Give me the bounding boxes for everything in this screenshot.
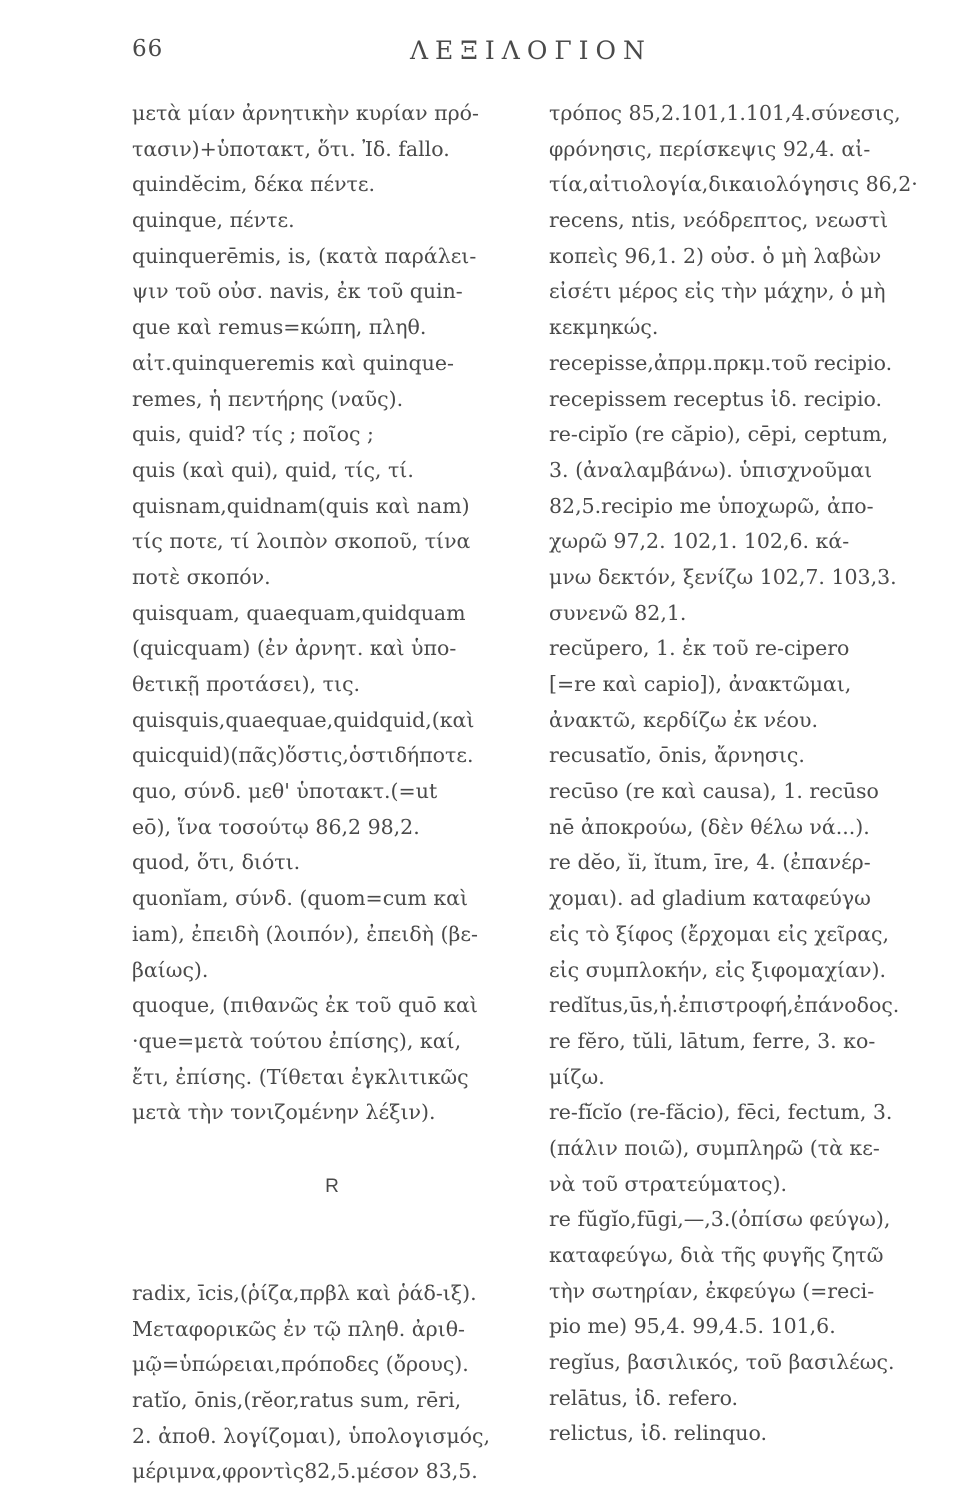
text-line: νὰ τοῦ στρατεύματος).: [549, 1171, 787, 1196]
text-line: 3. (ἀναλαμβάνω). ὑπισχνοῦμαι: [549, 457, 873, 482]
text-line: συνενῶ 82,1.: [549, 600, 687, 625]
running-title: ΛΕΞΙΛΟΓΙΟΝ: [410, 36, 652, 65]
text-line: βαίως).: [132, 957, 209, 982]
text-line: re fĕro, tŭli, lātum, ferre, 3. κο-: [549, 1028, 876, 1053]
text-line: τίς ποτε, τί λοιπὸν σκοποῦ, τίνα: [132, 529, 471, 554]
text-line: (quicquam) (ἐν ἀρνητ. καὶ ὑπο-: [132, 636, 457, 661]
text-line: καταφεύγω, διὰ τῆς φυγῆς ζητῶ: [549, 1243, 884, 1267]
text-line: regĭus, βασιλικός, τοῦ βασιλέως.: [549, 1350, 895, 1375]
text-line: quisnam,quidnam(quis καὶ nam): [132, 493, 470, 518]
text-line: [=re καὶ capio]), ἀνακτῶμαι,: [549, 672, 852, 696]
text-line: re fŭgĭo,fūgi,—,3.(ὀπίσω φεύγω),: [549, 1207, 891, 1232]
text-line: εἰς συμπλοκήν, εἰς ξιφομαχίαν).: [549, 957, 886, 982]
text-line: relātus, ἰδ. refero.: [549, 1385, 739, 1410]
text-line: pio me) 95,4. 99,4.5. 101,6.: [549, 1314, 836, 1339]
text-line: iam), ἐπειδὴ (λοιπόν), ἐπειδὴ (βε-: [132, 921, 478, 946]
text-line: re-fĭcĭo (re-făcio), fēci, fectum, 3.: [549, 1100, 893, 1125]
text-line: recūso (re καὶ causa), 1. recūso: [549, 779, 879, 804]
text-line: ποτὲ σκοπόν.: [132, 564, 271, 589]
text-line: recepissem receptus ἰδ. recipio.: [549, 386, 883, 411]
text-line: eō), ἵνα τοσούτῳ 86,2 98,2.: [132, 814, 420, 839]
section-letter: R: [325, 1175, 339, 1197]
text-line: que καὶ remus=κώπη, πληθ.: [132, 315, 427, 340]
text-line: recens, ntis, νεόδρεπτος, νεωστὶ: [549, 208, 889, 233]
text-line: quinque, πέντε.: [132, 208, 295, 233]
text-line: Μεταφορικῶς ἐν τῷ πληθ. ἀριθ-: [132, 1316, 465, 1341]
text-line: εἰς τὸ ξίφος (ἔρχομαι εἰς χεῖρας,: [549, 921, 890, 946]
text-line: εἰσέτι μέρος εἰς τὴν μάχην, ὁ μὴ: [549, 279, 886, 304]
text-line: μίζω.: [549, 1064, 605, 1089]
text-line: 2. ἀποθ. λογίζομαι), ὑπολογισμός,: [132, 1423, 490, 1448]
text-line: μνω δεκτόν, ξενίζω 102,7. 103,3.: [549, 564, 897, 589]
text-line: χομαι). ad gladium καταφεύγω: [549, 886, 871, 911]
text-line: nē ἀποκρούω, (δὲν θέλω νά...).: [549, 814, 870, 839]
text-line: αἰτ.quinqueremis καὶ quinque-: [132, 350, 454, 375]
text-line: τὴν σωτηρίαν, ἐκφεύγω (=reci-: [549, 1278, 875, 1303]
text-line: radix, īcis,(ῥίζα,πρβλ καὶ ῥάδ-ιξ).: [132, 1280, 477, 1305]
text-line: re-cipĭo (re căpio), cēpi, ceptum,: [549, 422, 889, 447]
text-line: φρόνησις, περίσκεψις 92,4. αἰ-: [549, 136, 871, 161]
text-line: ψιν τοῦ οὐσ. navis, ἐκ τοῦ quin-: [132, 279, 463, 304]
left-entries-r: [132, 1276, 527, 1490]
text-line: re dĕo, ĭi, ĭtum, īre, 4. (ἐπανέρ-: [549, 850, 871, 875]
text-line: ἔτι, ἐπίσης. (Τίθεται ἐγκλιτικῶς: [132, 1064, 469, 1089]
text-line: κεκμηκώς.: [549, 315, 659, 340]
text-line: μῷ=ὑπώρειαι,πρόποδες (ὄρους).: [132, 1352, 469, 1377]
text-line: quis (καὶ qui), quid, τίς, τί.: [132, 457, 414, 482]
left-column: [132, 96, 527, 1490]
text-line: redĭtus,ūs,ἡ.ἐπιστροφή,ἐπάνοδος.: [549, 993, 900, 1018]
text-line: remes, ἡ πεντήρης (ναῦς).: [132, 386, 404, 411]
text-line: quisquam, quaequam,quidquam: [132, 600, 466, 625]
text-line: ·que=μετὰ τούτου ἐπίσης), καί,: [132, 1028, 462, 1053]
text-line: quindĕcim, δέκα πέντε.: [132, 172, 376, 197]
text-line: quicquid)(πᾶς)ὅστις,ὁστιδήποτε.: [132, 743, 474, 768]
text-line: quonĭam, σύνδ. (quom=cum καὶ: [132, 886, 469, 911]
text-line: recepisse,ἀπρμ.πρκμ.τοῦ recipio.: [549, 350, 893, 375]
text-line: τία,αἰτιολογία,δικαιολόγησις 86,2·: [549, 172, 918, 197]
text-line: quo, σύνδ. μεθ' ὑποτακτ.(=ut: [132, 779, 438, 804]
page-number: 66: [132, 36, 164, 62]
text-line: ratĭo, ōnis,(rĕor,ratus sum, rēri,: [132, 1388, 462, 1412]
text-line: quoque, (πιθανῶς ἐκ τοῦ quō καὶ: [132, 993, 478, 1018]
right-column: [549, 96, 949, 1452]
text-line: 82,5.recipio me ὑποχωρῶ, ἀπο-: [549, 493, 874, 518]
right-entries: [549, 96, 949, 1452]
text-line: ἀνακτῶ, κερδίζω ἐκ νέου.: [549, 707, 818, 732]
text-line: quinquerēmis, is, (κατὰ παράλει-: [132, 243, 477, 268]
spacer: [132, 1131, 527, 1159]
text-line: μετὰ μίαν ἀρνητικὴν κυρίαν πρό-: [132, 101, 479, 125]
text-line: recŭpero, 1. ἐκ τοῦ re-cipero: [549, 636, 850, 661]
text-line: τασιν)+ὑποτακτ, ὅτι. Ἰδ. fallo.: [132, 136, 450, 161]
text-line: quis, quid? τίς ; ποῖος ;: [132, 422, 374, 447]
text-line: quisquis,quaequae,quidquid,(καὶ: [132, 707, 475, 732]
spacer: [132, 1214, 527, 1276]
text-line: recusatĭo, ōnis, ἄρνησις.: [549, 743, 805, 768]
text-line: (πάλιν ποιῶ), συμπληρῶ (τὰ κε-: [549, 1135, 880, 1160]
text-line: μετὰ τὴν τονιζομένην λέξιν).: [132, 1100, 436, 1125]
text-line: μέριμνα,φροντὶς82,5.μέσον 83,5.: [132, 1459, 478, 1484]
page-header: [0, 30, 959, 70]
text-line: χωρῶ 97,2. 102,1. 102,6. κά-: [549, 529, 850, 554]
left-entries: [132, 96, 527, 1131]
text-line: τρόπος 85,2.101,1.101,4.σύνεσις,: [549, 101, 901, 125]
text-line: θετικῇ προτάσει), τις.: [132, 672, 361, 696]
text-line: quod, ὅτι, διότι.: [132, 850, 301, 875]
text-line: relictus, ἰδ. relinquo.: [549, 1421, 768, 1446]
text-line: κοπεὶς 96,1. 2) οὐσ. ὁ μὴ λαβὼν: [549, 243, 882, 268]
